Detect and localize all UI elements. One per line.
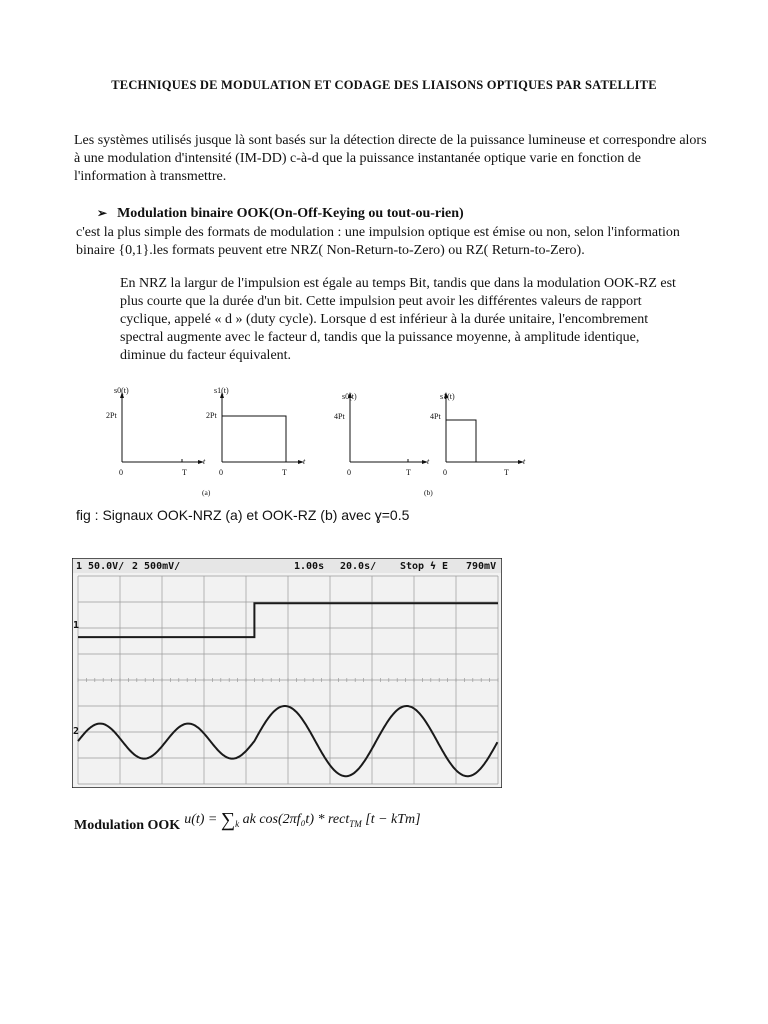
- panel-b-s0-ylabel: s0(t): [342, 392, 357, 401]
- formula-lhs: u(t) =: [184, 811, 221, 827]
- definition-paragraph: c'est la plus simple des formats de modulation : une impulsion optique est émise ou non, selon l'information binaire {0,1}.les formats peuvent etre NRZ( Non-Return-to-Zero) ou RZ( Return-to-Zero).: [76, 225, 680, 258]
- sub-label-b: (b): [424, 488, 433, 497]
- panel-a-s1-level: 2Pt: [206, 411, 217, 420]
- formula-body: ak cos(2πf₀t) * rect: [242, 811, 350, 827]
- scope-mode: Stop: [400, 561, 425, 572]
- panel-a-s1-zero: 0: [219, 468, 223, 477]
- ook-signal-figure: [100, 384, 540, 500]
- scope-ch1: 1 50.0V/: [76, 561, 125, 572]
- panel-b-s0-tick: T: [406, 468, 411, 477]
- page-title: TECHNIQUES DE MODULATION ET CODAGE DES LIAISONS OPTIQUES PAR SATELLITE: [111, 78, 657, 92]
- panel-a-s0-ylabel: s0(t): [114, 386, 129, 395]
- scope-frame: [72, 558, 502, 788]
- scope-trigger: ϟ E: [430, 561, 449, 572]
- sub-label-a: (a): [202, 488, 211, 497]
- figure-caption: fig : Signaux OOK-NRZ (a) et OOK-RZ (b) avec ɣ=0.5: [76, 507, 410, 523]
- panel-a-s0-zero: 0: [119, 468, 123, 477]
- panel-a-s0-level: 2Pt: [106, 411, 117, 420]
- panel-b-s1-ylabel: s1(t): [440, 392, 455, 401]
- section-heading: [97, 206, 464, 222]
- panel-b-s0-t: t: [427, 457, 430, 466]
- scope-trig-level: 790mV: [466, 561, 497, 572]
- ook-formula: [184, 809, 420, 832]
- panel-a-s0: [106, 386, 206, 477]
- panel-a-s0-t: t: [203, 457, 206, 466]
- panel-b-s1: [430, 392, 526, 477]
- ook-label: Modulation OOK: [74, 818, 181, 833]
- intro-paragraph: Les systèmes utilisés jusque là sont basés sur la détection directe de la puissance lumineuse et correspondre alors à une modulation d'intensité (IM-DD) c-à-d que la puissance instantanée optique varie en fonction de l'information à transmettre.: [74, 133, 707, 184]
- scope-ch2-marker: 2: [73, 726, 80, 737]
- formula-tail: [t − kTm]: [361, 811, 421, 827]
- panel-b-s1-zero: 0: [443, 468, 447, 477]
- scope-ch2: 2 500mV/: [132, 561, 181, 572]
- panel-b-s1-t: t: [523, 457, 526, 466]
- scope-timebase: 20.0s/: [340, 561, 377, 572]
- formula-sigma: ∑: [220, 808, 236, 831]
- scope-ch1-marker: 1: [73, 620, 80, 631]
- panel-a-s1-t: t: [303, 457, 306, 466]
- panel-b-s0-level: 4Pt: [334, 412, 345, 421]
- panel-b-s0-zero: 0: [347, 468, 351, 477]
- nrz-rz-paragraph: En NRZ la largur de l'impulsion est égale au temps Bit, tandis que dans la modulation OOK-RZ est plus courte que la durée d'un bit. Cette impulsion peut avoir les différentes valeurs de rapport cyclique, appelé « d » (duty cycle). Lorsque d est inférieur à la durée unitaire, l'encombrement spectral augmente avec le facteur d, tandis que la puissance moyenne, à amplitude identique, diminue du facteur équivalent.: [120, 276, 676, 363]
- panel-a-s1-tick: T: [282, 468, 287, 477]
- panel-a-s1: [206, 386, 306, 477]
- panel-b-s1-tick: T: [504, 468, 509, 477]
- panel-b-s0: [334, 392, 430, 477]
- oscilloscope-screen: [72, 558, 502, 788]
- arrow-bullet-icon: ➢: [97, 206, 108, 220]
- panel-a-s1-ylabel: s1(t): [214, 386, 229, 395]
- panel-b-s1-level: 4Pt: [430, 412, 441, 421]
- scope-time: 1.00s: [294, 561, 325, 572]
- panel-a-s0-tick: T: [182, 468, 187, 477]
- formula-sigma-sub: k: [235, 818, 240, 829]
- formula-rect-sub: TM: [349, 818, 362, 829]
- ook-formula-row: [74, 806, 421, 834]
- section-heading-text: Modulation binaire OOK(On-Off-Keying ou tout-ou-rien): [117, 206, 464, 221]
